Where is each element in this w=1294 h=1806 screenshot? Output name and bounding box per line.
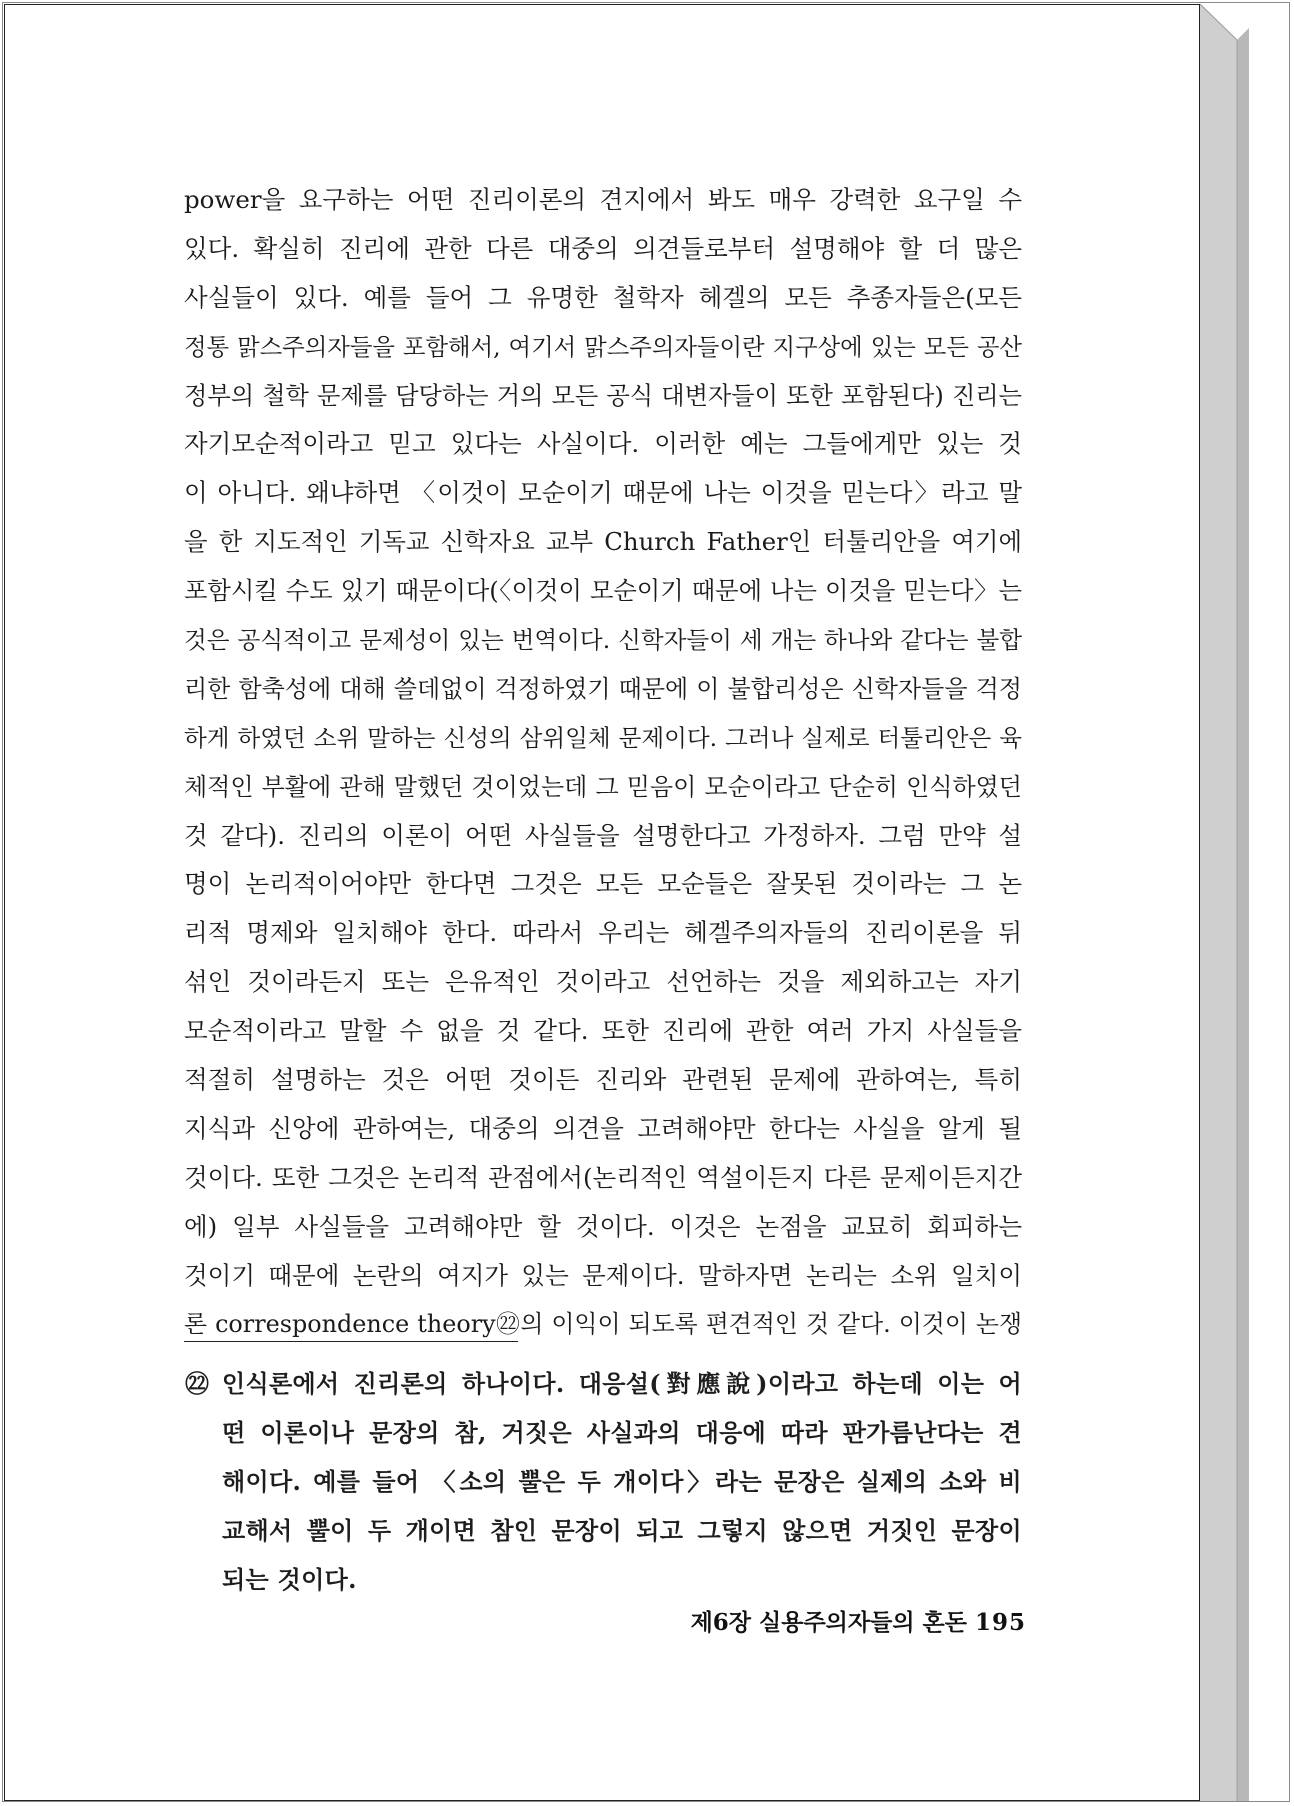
book-edge <box>1200 4 1249 1801</box>
body-line: 포함시킬 수도 있기 때문이다(〈이것이 모순이기 때문에 나는 이것을 믿는다〉는 <box>184 576 1022 606</box>
footnote-divider <box>184 1341 518 1342</box>
body-line: 정부의 철학 문제를 담당하는 거의 모든 공식 대변자들이 또한 포함된다) 진리는 <box>184 381 1022 410</box>
footnote-marker: ㉒ <box>185 1369 210 1398</box>
body-line: 것이기 때문에 논란의 여지가 있는 문제이다. 말하자면 논리는 소위 일치이 <box>184 1260 1022 1290</box>
body-line: 것은 공식적이고 문제성이 있는 번역이다. 신학자들이 세 개는 하나와 같다는 불합 <box>184 626 1022 655</box>
body-line: 자기모순적이라고 믿고 있다는 사실이다. 이러한 예는 그들에게만 있는 것 <box>184 429 1022 459</box>
footnote-line-text: 인식론에서 진리론의 하나이다. 대응설(對應說)이라고 하는데 이는 어 <box>222 1369 1022 1398</box>
body-line: 체적인 부활에 관해 말했던 것이었는데 그 믿음이 모순이라고 단순히 인식하였던 <box>184 772 1022 801</box>
body-line: 에) 일부 사실들을 고려해야만 할 것이다. 이것은 논점을 교묘히 회피하는 <box>184 1211 1022 1241</box>
footnote-line <box>222 1411 1022 1460</box>
footnote-line-text: 교해서 뿔이 두 개이면 참인 문장이 되고 그렇지 않으면 거짓인 문장이 <box>222 1516 1022 1545</box>
running-footer-chapter: 제6장 실용주의자들의 혼돈 <box>690 1609 967 1636</box>
body-line: 리한 함축성에 대해 쓸데없이 걱정하였기 때문에 이 불합리성은 신학자들을 걱정 <box>184 674 1022 703</box>
body-line: 섞인 것이라든지 또는 은유적인 것이라고 선언하는 것을 제외하고는 자기 <box>184 967 1022 997</box>
body-line: 것이다. 또한 그것은 논리적 관점에서(논리적인 역설이든지 다른 문제이든지간 <box>184 1162 1022 1192</box>
page-number: 195 <box>974 1609 1026 1636</box>
body-line: 것 같다). 진리의 이론이 어떤 사실들을 설명한다고 가정하자. 그럼 만약 설 <box>184 820 1022 850</box>
footnote-line <box>222 1509 1022 1558</box>
footnote-line-text: 떤 이론이나 문장의 참, 거짓은 사실과의 대응에 따라 판가름난다는 견 <box>222 1418 1022 1447</box>
footnote-line <box>222 1460 1022 1509</box>
footnote <box>185 1362 1022 1607</box>
body-line: 론 correspondence theory㉒의 이익이 되도록 편견적인 것 같다. 이것이 논쟁 <box>184 1310 1022 1339</box>
body-line: 리적 명제와 일치해야 한다. 따라서 우리는 헤겔주의자들의 진리이론을 뒤 <box>184 918 1022 948</box>
body-text <box>184 176 1022 1349</box>
footnote-line-text: 해이다. 예를 들어 〈소의 뿔은 두 개이다〉라는 문장은 실제의 소와 비 <box>222 1467 1022 1496</box>
body-line: 명이 논리적이어야만 한다면 그것은 모든 모순들은 잘못된 것이라는 그 논 <box>184 869 1022 899</box>
body-line: 사실들이 있다. 예를 들어 그 유명한 철학자 헤겔의 모든 추종자들은(모든 <box>184 282 1022 312</box>
footnote-line <box>185 1362 1022 1411</box>
body-line: 하게 하였던 소위 말하는 신성의 삼위일체 문제이다. 그러나 실제로 터툴리안은 육 <box>184 723 1022 752</box>
footnote-line-text: 되는 것이다. <box>222 1565 357 1594</box>
body-line: 모순적이라고 말할 수 없을 것 같다. 또한 진리에 관한 여러 가지 사실들을 <box>184 1016 1022 1046</box>
body-line: 지식과 신앙에 관하여는, 대중의 의견을 고려해야만 한다는 사실을 알게 될 <box>184 1113 1022 1143</box>
footnote-line <box>222 1558 1022 1607</box>
body-line: 정통 맑스주의자들을 포함해서, 여기서 맑스주의자들이란 지구상에 있는 모든 공산 <box>184 332 1022 361</box>
body-line: power을 요구하는 어떤 진리이론의 견지에서 봐도 매우 강력한 요구일 수 <box>184 185 1022 214</box>
page-footer <box>646 1604 1026 1637</box>
body-line: 을 한 지도적인 기독교 신학자요 교부 Church Father인 터툴리안을 여기에 <box>184 527 1022 557</box>
body-line: 이 아니다. 왜냐하면 〈이것이 모순이기 때문에 나는 이것을 믿는다〉라고 말 <box>184 478 1022 508</box>
body-line: 적절히 설명하는 것은 어떤 것이든 진리와 관련된 문제에 관하여는, 특히 <box>184 1065 1022 1095</box>
body-line: 있다. 확실히 진리에 관한 다른 대중의 의견들로부터 설명해야 할 더 많은 <box>184 233 1022 263</box>
